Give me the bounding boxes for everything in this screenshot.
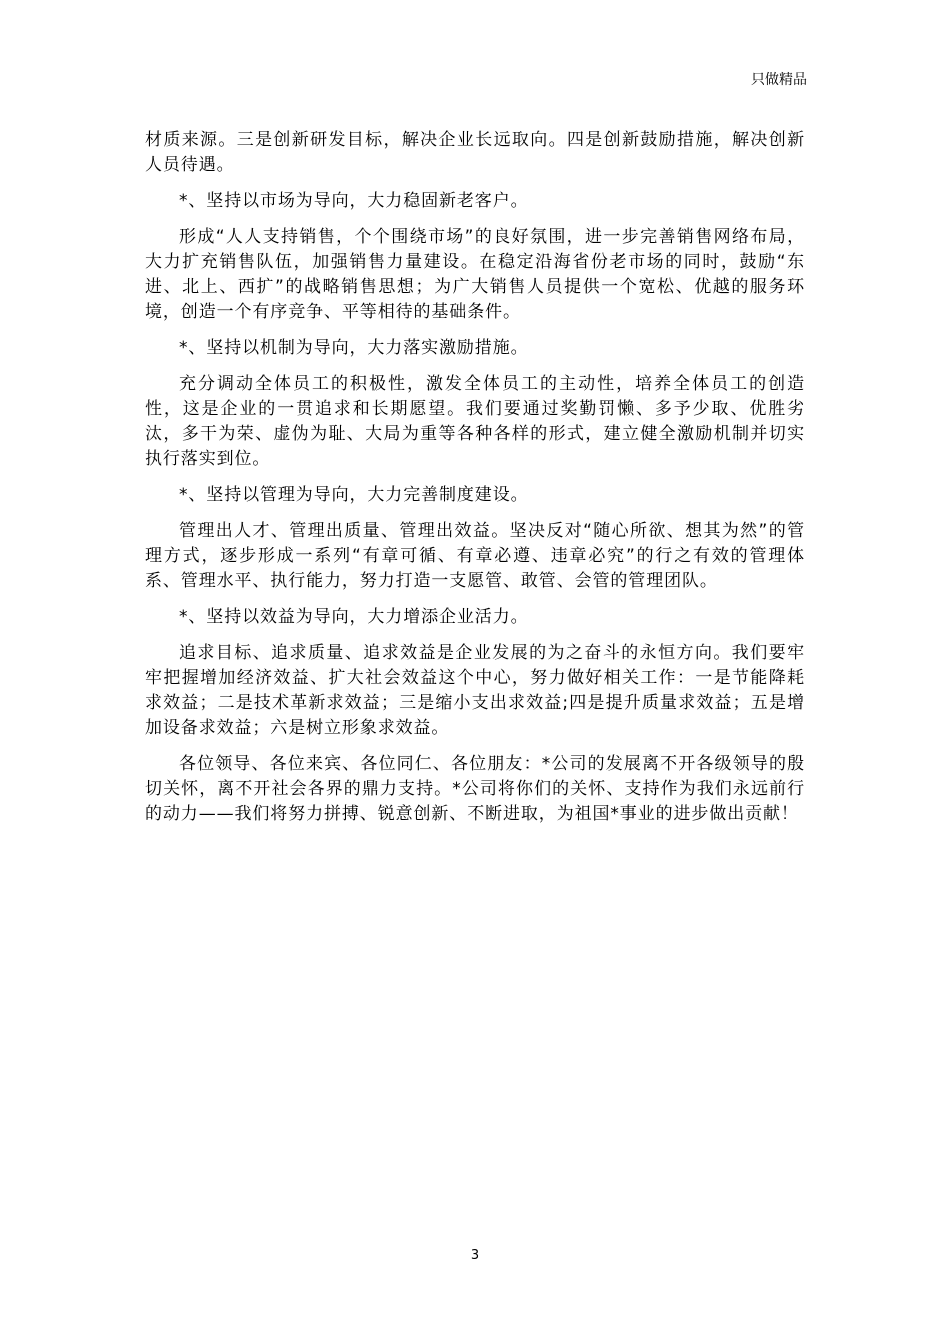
closing-paragraph: 各位领导、各位来宾、各位同仁、各位朋友：*公司的发展离不开各级领导的殷切关怀，离不开社会各界的鼎力支持。*公司将你们的关怀、支持作为我们永远前行的动力——我们将努力拼搏、锐意创新、不断进取，为祖国*事业的进步做出贡献！ — [145, 754, 805, 824]
paragraph: 充分调动全体员工的积极性，激发全体员工的主动性，培养全体员工的创造性，这是企业的一贯追求和长期愿望。我们要通过奖勤罚懒、多予少取、优胜劣汰，多干为荣、虚伪为耻、大局为重等各种各样的形式，建立健全激励机制并切实执行落实到位。 — [145, 374, 805, 469]
section-heading: *、坚持以机制为导向，大力落实激励措施。 — [179, 338, 529, 358]
page-header: 只做精品 — [751, 72, 807, 88]
document-body — [145, 128, 805, 838]
paragraph: 追求目标、追求质量、追求效益是企业发展的为之奋斗的永恒方向。我们要牢牢把握增加经济效益、扩大社会效益这个中心，努力做好相关工作：一是节能降耗求效益；二是技术革新求效益；三是缩小支出求效益;四是提升质量求效益；五是增加设备求效益；六是树立形象求效益。 — [145, 643, 805, 738]
section-heading: *、坚持以管理为导向，大力完善制度建设。 — [179, 485, 529, 505]
paragraph: 管理出人才、管理出质量、管理出效益。坚决反对“随心所欲、想其为然”的管理方式，逐步形成一系列“有章可循、有章必遵、违章必究”的行之有效的管理体系、管理水平、执行能力，努力打造一支愿管、敢管、会管的管理团队。 — [145, 521, 805, 591]
paragraph: 形成“人人支持销售，个个围绕市场”的良好氛围，进一步完善销售网络布局，大力扩充销售队伍，加强销售力量建设。在稳定沿海省份老市场的同时，鼓励“东进、北上、西扩”的战略销售思想；为广大销售人员提供一个宽松、优越的服务环境，创造一个有序竞争、平等相待的基础条件。 — [145, 227, 805, 322]
section-heading: *、坚持以市场为导向，大力稳固新老客户。 — [179, 191, 529, 211]
paragraph: 材质来源。三是创新研发目标，解决企业长远取向。四是创新鼓励措施，解决创新人员待遇。 — [145, 130, 805, 175]
page-number: 3 — [470, 1248, 480, 1263]
section-heading: *、坚持以效益为导向，大力增添企业活力。 — [179, 607, 529, 627]
